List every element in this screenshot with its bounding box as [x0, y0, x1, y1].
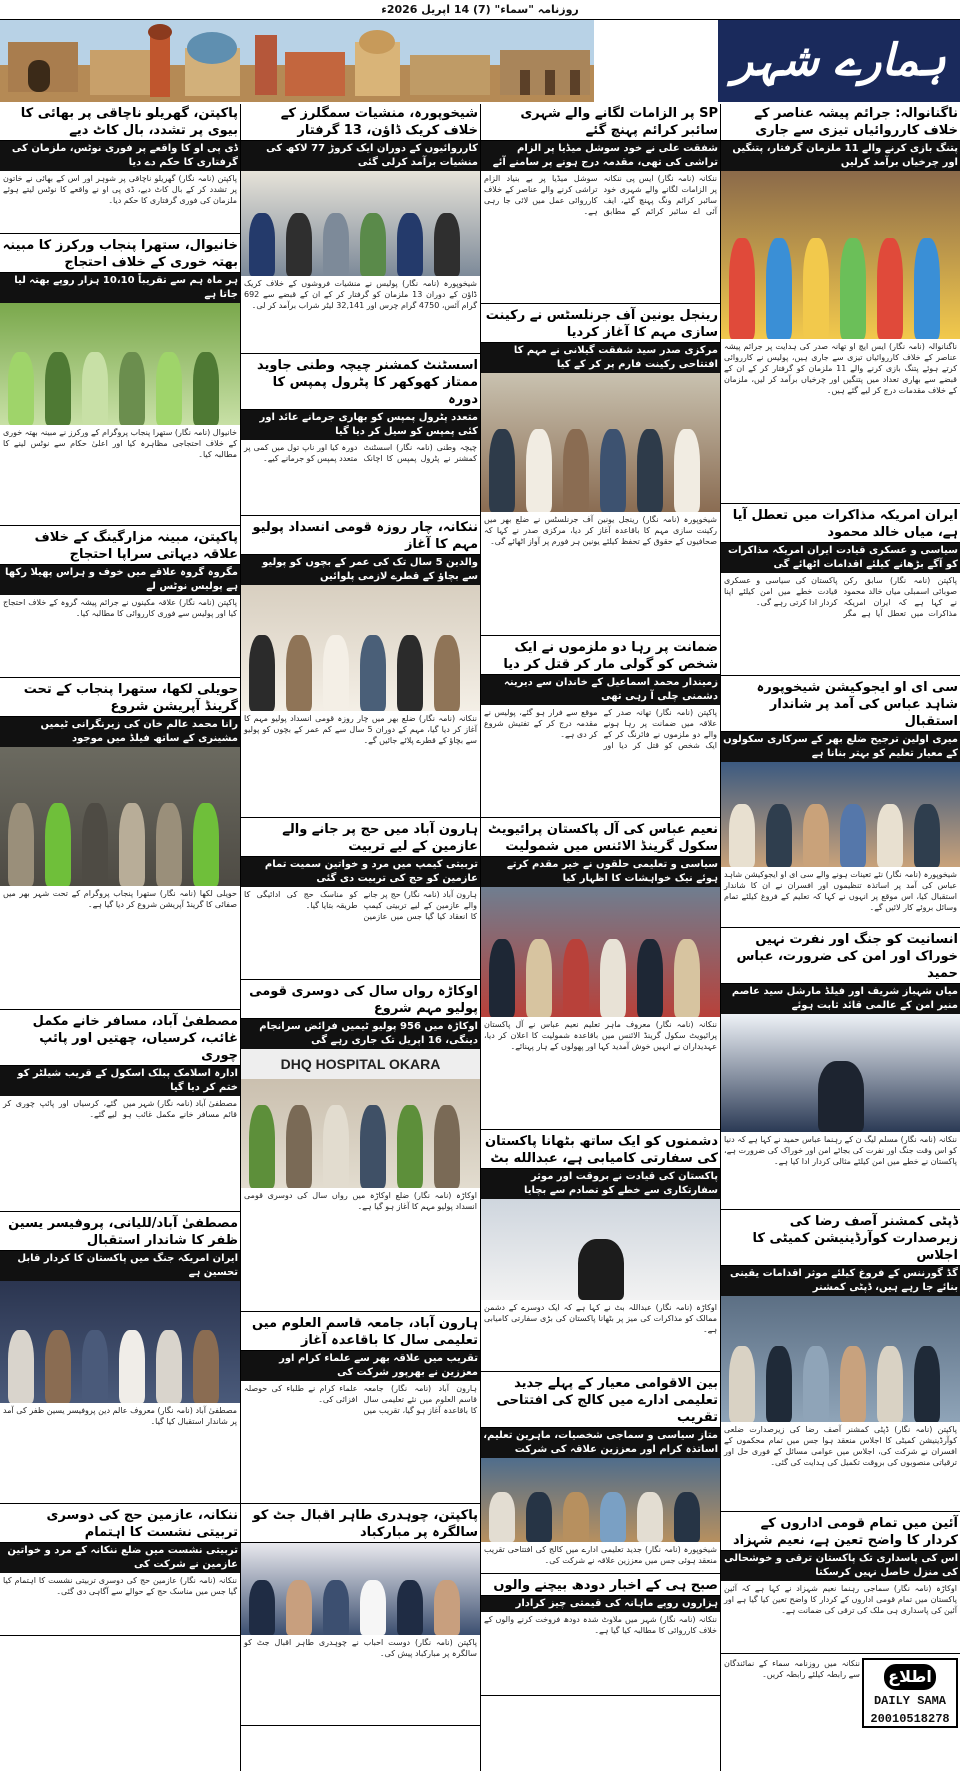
article-body: شیخوپورہ (نامہ نگار) رینجل یونین آف جرنلسٹس نے ضلع بھر میں رکینت سازی مہم کا باقاعدہ آغاز کر دیا، مرکزی صدر نے کہا کہ صحافیوں کے حقوق کے تحفظ کیلئے یونین ہر فورم پر آواز اٹھائے گی۔ [484, 515, 717, 546]
news-article[interactable] [0, 236, 240, 526]
news-article[interactable] [721, 930, 960, 1210]
news-article[interactable] [0, 1012, 240, 1212]
notice-paper-name: DAILY SAMA [873, 1694, 946, 1708]
article-body: شیخوپورہ (نامہ نگار) پولیس نے منشیات فروشوں کے خلاف کریک ڈاؤن کے دوران 13 ملزمان کو گرفتار کر کے ان کے قبضے سے 692 گرام آئس، 4750 گرام چرس اور 32,141 لیٹر شراب برآمد کر لی۔ [244, 279, 477, 310]
article-body: ناگنانوالہ (نامہ نگار) ایس ایچ او تھانہ صدر کی ہدایت پر جرائم پیشہ عناصر کے خلاف کارروائیاں تیزی سے جاری ہیں، پولیس نے کارروائی کرتے ہوئے پتنگ بازی کرنے والے 11 ملزمان کو گرفتار کر کے ان کے قبضے سے بھاری تعداد میں پتنگیں اور چرخیاں برآمد کر لیں، ملزمان کے خلاف مقدمات درج کر لیے گئے ہیں۔ [724, 342, 958, 395]
news-article[interactable] [721, 678, 960, 928]
article-headline[interactable]: بین الاقوامی معیار کے پہلے جدید تعلیمی ادارے میں کالج کی افتتاحی تقریب [481, 1374, 720, 1428]
article-body: پاکپتن (نامہ نگار) سابق رکن صوبائی اسمبلی میاں خالد محمود نے کہا ہے کہ ایران امریکہ مذاکرات میں تعطل آیا ہے مگر پاکستان کی سیاسی و عسکری قیادت خطے میں امن کیلئے اپنا کردار ادا کرتی رہے گی۔ [724, 576, 957, 618]
news-article[interactable] [241, 1314, 480, 1504]
article-subheadline: مگروہ گروہ علاقے میں خوف و ہراس پھیلا رکھا ہے پولیس نوٹس لے [0, 565, 240, 595]
news-article[interactable] [481, 1132, 720, 1372]
four-photo [241, 1543, 480, 1635]
article-headline[interactable]: اسسٹنٹ کمشنر چیچہ وطنی جاوید ممتاز کھوکھر کا پٹرول پمپس کا دورہ [241, 356, 480, 410]
article-body: ننکانہ (نامہ نگار) ضلع بھر میں چار روزہ قومی انسداد پولیو مہم کا آغاز کر دیا گیا، مہم کے دوران 5 سال سے کم عمر کے بچوں کو پولیو سے بچاؤ کے قطرے پلائے جائیں گے۔ [244, 714, 478, 745]
news-article[interactable] [721, 104, 960, 504]
article-headline[interactable]: رینجل یونین آف جرنلسٹس نے رکینت سازی مہم کا آغاز کردیا [481, 306, 720, 343]
news-article[interactable] [0, 1214, 240, 1504]
article-subheadline: متعدد پٹرول پمپس کو بھاری جرمانے عائد اور کئی پمپس کو سیل کر دیا گیا [241, 410, 480, 440]
news-article[interactable] [0, 104, 240, 234]
article-body: حویلی لکھا (نامہ نگار) ستھرا پنجاب پروگرام کے تحت شہر بھر میں صفائی کا گرینڈ آپریشن شروع کر دیا گیا ہے۔ [3, 889, 237, 909]
news-article[interactable] [481, 306, 720, 636]
news-article[interactable] [481, 1374, 720, 1574]
group-photo [481, 887, 720, 1017]
article-body: مصطفیٰ آباد (نامہ نگار) شہر میں قائم مسافر خانے مکمل غائب ہو گئے، کرسیاں اور پائپ چوری کر لیے گئے۔ [3, 1099, 237, 1119]
article-subheadline: ایران امریکہ جنگ میں پاکستان کا کردار قابل تحسین ہے [0, 1251, 240, 1281]
article-subheadline: متاز سیاسی و سماجی شخصیات، ماہرین تعلیم، اساتذہ کرام اور معززین علاقہ کی شرکت [481, 1428, 720, 1458]
article-subheadline: کارروائیوں کے دوران ایک کروڑ 77 لاکھ کی منشیات برآمد کرلی گئی [241, 141, 480, 171]
news-article[interactable] [241, 820, 480, 980]
article-headline[interactable]: ایران امریکہ مذاکرات میں تعطل آیا ہے، میاں خالد محمود [721, 506, 960, 543]
article-body: ننکانہ میں روزنامہ سماء کے نمائندگان سے رابطہ کیلئے رابطہ کریں۔ [724, 1659, 860, 1679]
article-headline[interactable]: حویلی لکھا، ستھرا پنجاب کے تحت گرینڈ آپریشن شروع [0, 680, 240, 717]
news-article[interactable] [481, 104, 720, 304]
article-body: مصطفیٰ آباد (نامہ نگار) معروف عالم دین پروفیسر یسین ظفر کی آمد پر شاندار استقبال کیا گیا۔ [3, 1406, 237, 1426]
article-subheadline: ڈی پی او کا واقعے پر فوری نوٹس، ملزمان کی گرفتاری کا حکم دے دیا [0, 141, 240, 171]
masthead-title: ہمارے شہر [718, 20, 960, 102]
article-body: اوکاڑہ (نامہ نگار) عبداللہ بٹ نے کہا ہے کہ ایک دوسرے کے دشمن ممالک کو مذاکرات کی میز پر بٹھانا پاکستان کی بڑی سفارتی کامیابی ہے۔ [484, 1303, 717, 1334]
reception-photo [721, 762, 960, 867]
article-body: اوکاڑہ (نامہ نگار) ضلع اوکاڑہ میں رواں سال کی دوسری قومی انسداد پولیو مہم کا آغاز ہو گیا ہے۔ [244, 1191, 477, 1211]
article-body: پاکپتن (نامہ نگار) ڈپٹی کمشنر آصف رضا کی زیرصدارت ضلعی کوآرڈینیشن کمیٹی کا اجلاس منعقد ہوا جس میں تمام محکموں کے افسران نے شرکت کی، اجلاس میں عوامی مسائل کے فوری حل اور ترقیاتی منصوبوں کی بروقت تکمیل کی ہدایت کی گئی۔ [724, 1425, 957, 1467]
article-body: ننکانہ (نامہ نگار) مسلم لیگ ن کے رہنما عباس حمید نے کہا ہے کہ دنیا کو اس وقت جنگ اور نفرت کی بجائے امن اور خوراک کی ضرورت ہے، پاکستان نے خطے میں امن کیلئے مثالی کردار ادا کیا ہے۔ [724, 1135, 957, 1166]
article-headline[interactable]: پاکپتن، مبینہ مزارگینگ کے خلاف علاقہ دیہاتی سراپا احتجاج [0, 528, 240, 565]
article-body: پاکپتن (نامہ نگار) گھریلو ناچاقی پر شوہر اور اس کے بھائی نے خاتون پر تشدد کر کے بال کاٹ دیے، ڈی پی او نے واقعے کا نوٹس لیتے ہوئے ملزمان کی فوری گرفتاری کا حکم دیا۔ [3, 174, 237, 205]
article-headline[interactable]: SP پر الزامات لگانے والے شہری سائبر کرائم پہنچ گئے [481, 104, 720, 141]
news-article[interactable] [721, 1514, 960, 1654]
seized-kites-photo [721, 171, 960, 339]
article-headline[interactable]: ڈپٹی کمشنر آصف رضا کی زیرصدارت کوآرڈینیشن کمیٹی کا اجلاس [721, 1212, 960, 1266]
article-subheadline: تقریب میں علاقہ بھر سے علماء کرام اور معززین نے بھرپور شرکت کی [241, 1351, 480, 1381]
news-article[interactable] [241, 356, 480, 516]
article-headline[interactable]: اوکاڑہ رواں سال کی دوسری قومی پولیو مہم شروع [241, 982, 480, 1019]
article-headline[interactable]: صبح ہی کے اخبار دودھ بیچنے والوں [481, 1576, 720, 1596]
news-article[interactable] [241, 1506, 480, 1726]
article-body: شیخوپورہ (نامہ نگار) نئے تعینات ہونے والے سی ای او ایجوکیشن شاہد عباس کی آمد پر اساتذہ تنظیموں اور افسران نے ان کا شاندار استقبال کیا، اس موقع پر انہوں نے کہا کہ تعلیم کے فروغ کیلئے تمام وسائل بروئے کار لائیں گے۔ [724, 870, 957, 912]
masthead-banner-image [0, 20, 594, 102]
news-article[interactable] [241, 982, 480, 1312]
article-headline[interactable]: نعیم عباس کی آل پاکستان پرائیویٹ سکول گرینڈ الائنس میں شمولیت [481, 820, 720, 857]
portrait2-photo [481, 1199, 720, 1300]
cleanup-photo [0, 747, 240, 886]
news-article[interactable] [721, 506, 960, 676]
article-body: ننکانہ (نامہ نگار) ایس پی ننکانہ پر الزامات لگانے والے شہری خود سائبر کرائم ونگ پہنچ گئے، ایف آئی اے سائبر کرائم کے مطابق سوشل میڈیا پر بے بنیاد الزام تراشی کرنے والے عناصر کے خلاف کارروائی عمل میں لائی جا رہی ہے۔ [484, 174, 717, 216]
meeting-photo [721, 1296, 960, 1422]
portrait-photo [721, 1014, 960, 1132]
article-headline[interactable]: شیخوپورہ، منشیات سمگلرز کے خلاف کریک ڈاؤن، 13 گرفتار [241, 104, 480, 141]
workers-photo [0, 303, 240, 425]
article-headline[interactable]: دشمنوں کو ایک ساتھ بٹھانا پاکستان کی سفارتی کامیابی ہے، عبدالله بٹ [481, 1132, 720, 1169]
article-subheadline: پتنگ بازی کرنے والے 11 ملزمان گرفتار، پتنگیں اور چرخیاں برآمد کرلیں [721, 141, 960, 171]
article-subheadline: تربیتی نشست میں ضلع ننکانہ کے مرد و خواتین عازمین نے شرکت کی [0, 1543, 240, 1573]
article-body: شیخوپورہ (نامہ نگار) جدید تعلیمی ادارے میں کالج کی افتتاحی تقریب منعقد ہوئی جس میں معززین علاقہ نے شرکت کی۔ [484, 1545, 717, 1565]
article-subheadline: پاکستان کی قیادت نے بروقت اور موثر سفارتکاری سے خطے کو تصادم سے بچایا [481, 1169, 720, 1199]
article-subheadline: سیاسی و تعلیمی حلقوں نے خیر مقدم کرتے ہوئے نیک خواہشات کا اظہار کیا [481, 857, 720, 887]
article-headline[interactable]: ناگنانوالہ: جرائم پیشہ عناصر کے خلاف کارروائیاں تیزی سے جاری [721, 104, 960, 141]
column-2 [481, 104, 720, 1771]
article-subheadline: اس کی پاسداری تک پاکستان ترقی و خوشحالی کی منزل حاصل نہیں کرسکتا [721, 1551, 960, 1581]
article-headline[interactable]: ہارون آباد، جامعہ قاسم العلوم میں تعلیمی سال کا باقاعدہ آغاز [241, 1314, 480, 1351]
article-subheadline: شفقت علی نے خود سوشل میڈیا پر الزام تراشی کی تھی، مقدمہ درج ہونے پر سامنے آئے [481, 141, 720, 171]
news-article[interactable] [241, 104, 480, 354]
article-headline[interactable]: ننکانہ، عازمین حج کی دوسری تربیتی نشست کا اہتمام [0, 1506, 240, 1543]
article-body: ہارون آباد (نامہ نگار) جامعہ قاسم العلوم میں نئے تعلیمی سال کا باقاعدہ آغاز ہو گیا، تقریب میں علماء کرام نے طلباء کی حوصلہ افزائی کی۔ [244, 1384, 477, 1415]
article-body: ننکانہ (نامہ نگار) معروف ماہر تعلیم نعیم عباس نے آل پاکستان پرائیویٹ سکول گرینڈ الائنس میں باقاعدہ شمولیت کا اعلان کر دیا، عہدیداران نے انہیں خوش آمدید کہا اور پھولوں کے ہار پہنائے۔ [484, 1020, 717, 1051]
article-headline[interactable]: خانیوال، ستھرا پنجاب ورکرز کا مبینہ بھتہ خوری کے خلاف احتجاج [0, 236, 240, 273]
article-subheadline: رانا محمد عالم خان کی زیرنگرانی ٹیمیں مشینری کے ساتھ فیلڈ میں موجود [0, 717, 240, 747]
dateline: روزنامہ "سماء" (7) 14 اپریل 2026ء [0, 0, 960, 20]
news-article[interactable] [241, 518, 480, 818]
notice-number: 20010518278 [870, 1712, 950, 1726]
news-article[interactable] [481, 820, 720, 1130]
column-1 [721, 104, 960, 1771]
news-article[interactable] [0, 528, 240, 678]
article-body: پاکپتن (نامہ نگار) دوست احباب نے چوہدری طاہر اقبال جٹ کو سالگرہ پر مبارکباد پیش کی۔ [244, 1638, 477, 1658]
article-headline[interactable]: پاکپتن، گھریلو ناچاقی پر بھائی کا بیوی پر تشدد، بال کاٹ دیے [0, 104, 240, 141]
article-body: ننکانہ (نامہ نگار) عازمین حج کی دوسری تربیتی نشست کا اہتمام کیا گیا جس میں مناسک حج کے حوالے سے آگاہی دی گئی۔ [3, 1576, 237, 1596]
article-headline[interactable]: ننکانہ، چار روزہ قومی انسداد پولیو مہم کا آغاز [241, 518, 480, 555]
article-subheadline: گڈ گورننس کے فروغ کیلئے موثر اقدامات یقینی بنائے جا رہے ہیں، ڈپٹی کمشنر [721, 1266, 960, 1296]
news-article[interactable] [721, 1656, 960, 1771]
article-headline[interactable]: مصطفیٰ آباد/للیانی، پروفیسر یسین ظفر کا شاندار استقبال [0, 1214, 240, 1251]
article-body: پاکپتن (نامہ نگار) علاقہ مکینوں نے جرائم پیشہ گروہ کے خلاف احتجاج کیا اور پولیس سے فوری کارروائی کا مطالبہ کیا۔ [3, 598, 237, 618]
article-subheadline: زمیندار محمد اسماعیل کے خاندان سے دیرینہ دشمنی چلی آ رہی تھی [481, 675, 720, 705]
article-subheadline: اوکاڑہ میں 956 پولیو ٹیمیں فرائض سرانجام دینگی، 16 اپریل تک جاری رہے گی [241, 1019, 480, 1049]
signing-photo [481, 373, 720, 512]
article-subheadline: تربیتی کیمپ میں مرد و خواتین سمیت تمام عازمین کو حج کی تربیت دی گئی [241, 857, 480, 887]
article-headline[interactable]: مصطفیٰ آباد، مسافر خانے مکمل غائب، کرسیاں، چھتیں اور پائپ چوری [0, 1012, 240, 1066]
article-body: ننکانہ (نامہ نگار) شہر میں ملاوٹ شدہ دودھ فروخت کرنے والوں کے خلاف کارروائی کا مطالبہ کیا گیا ہے۔ [484, 1615, 717, 1635]
article-subheadline: سیاسی و عسکری قیادت ایران امریکہ مذاکرات کو آگے بڑھانے کیلئے اقدامات اٹھائے گی [721, 543, 960, 573]
article-body: چیچہ وطنی (نامہ نگار) اسسٹنٹ کمشنر نے پٹرول پمپس کا اچانک دورہ کیا اور ناپ تول میں کمی پر متعدد پمپس کو جرمانے کیے۔ [244, 443, 477, 463]
ceremony-photo [481, 1458, 720, 1542]
article-body: خانیوال (نامہ نگار) ستھرا پنجاب پروگرام کے ورکرز نے مبینہ بھتہ خوری کے خلاف احتجاجی مظاہرہ کیا اور اعلیٰ حکام سے نوٹس لینے کا مطالبہ کیا۔ [3, 428, 237, 459]
article-headline[interactable]: ضمانت پر رہا دو ملزموں نے ایک شخص کو گولی مار کر قتل کر دیا [481, 638, 720, 675]
article-headline[interactable]: ہارون آباد میں حج پر جانے والے عازمین کے لیے تربیت [241, 820, 480, 857]
article-body: ہارون آباد (نامہ نگار) حج پر جانے والے عازمین کے لیے تربیتی کیمپ کا انعقاد کیا گیا جس میں عازمین کو مناسک حج کی ادائیگی کا طریقہ بتایا گیا۔ [244, 890, 477, 921]
news-article[interactable] [721, 1212, 960, 1512]
article-headline[interactable]: پاکپتن، چوہدری طاہر اقبال جٹ کو سالگرہ پر مبارکباد [241, 1506, 480, 1543]
article-body: پاکپتن (نامہ نگار) تھانہ صدر کے علاقہ میں ضمانت پر رہا ہونے والے دو ملزموں نے فائرنگ کر کے ایک شخص کو قتل کر دیا اور موقع سے فرار ہو گئے، پولیس نے مقدمہ درج کر کے تفتیش شروع کر دی ہے۔ [484, 708, 717, 750]
polio-photo [241, 585, 480, 711]
article-headline[interactable]: انسانیت کو جنگ اور نفرت نہیں خوراک اور امن کی ضرورت، عباس حمید [721, 930, 960, 984]
dhq-photo [241, 1049, 480, 1188]
article-body: اوکاڑہ (نامہ نگار) سماجی رہنما نعیم شہزاد نے کہا ہے کہ آئین پاکستان میں تمام قومی اداروں کے کردار کا واضح تعین کیا گیا ہے اور آئین کی پاسداری ہی ملک کی ترقی کی ضمانت ہے۔ [724, 1584, 957, 1615]
article-subheadline: ادارہ اسلامک پبلک اسکول کے قریب شیلٹر کو ختم کر دیا گیا [0, 1066, 240, 1096]
article-subheadline: میری اولین ترجیح ضلع بھر کے سرکاری سکولوں کے معیار تعلیم کو بہتر بنانا ہے [721, 732, 960, 762]
column-4 [0, 104, 240, 1771]
police-photo [241, 171, 480, 276]
article-subheadline: مرکزی صدر سید شفقت گیلانی نے مہم کا افتتاحی رکینت فارم پر کر کے کیا [481, 343, 720, 373]
news-article[interactable] [0, 680, 240, 1010]
article-subheadline: میاں شہباز شریف اور فیلڈ مارشل سید عاصم منیر امن کے عالمی قائد ثابت ہوئے [721, 984, 960, 1014]
notice-box [862, 1658, 958, 1728]
notice-title: اطلاع [884, 1664, 936, 1690]
article-subheadline: ہزاروں روپے ماہانہ کی قیمتی چیز کرادار [481, 1596, 720, 1612]
news-article[interactable] [0, 1506, 240, 1636]
article-subheadline: والدین 5 سال تک کی عمر کے بچوں کو پولیو سے بچاؤ کے قطرے لازمی پلوائیں [241, 555, 480, 585]
crowd-photo [0, 1281, 240, 1403]
article-headline[interactable]: آئین میں تمام قومی اداروں کے کردار کا واضح تعین ہے، نعیم شہزاد [721, 1514, 960, 1551]
column-3 [241, 104, 480, 1771]
article-headline[interactable]: سی ای او ایجوکیشن شیخوپورہ شاہد عباس کی آمد پر شاندار استقبال [721, 678, 960, 732]
dhq-sign: DHQ HOSPITAL OKARA [241, 1049, 480, 1079]
news-article[interactable] [481, 1576, 720, 1696]
news-article[interactable] [481, 638, 720, 818]
article-subheadline: ہر ماہ ہم سے تقریباً 10،10 ہزار روپے بھتہ لیا جاتا ہے [0, 273, 240, 303]
